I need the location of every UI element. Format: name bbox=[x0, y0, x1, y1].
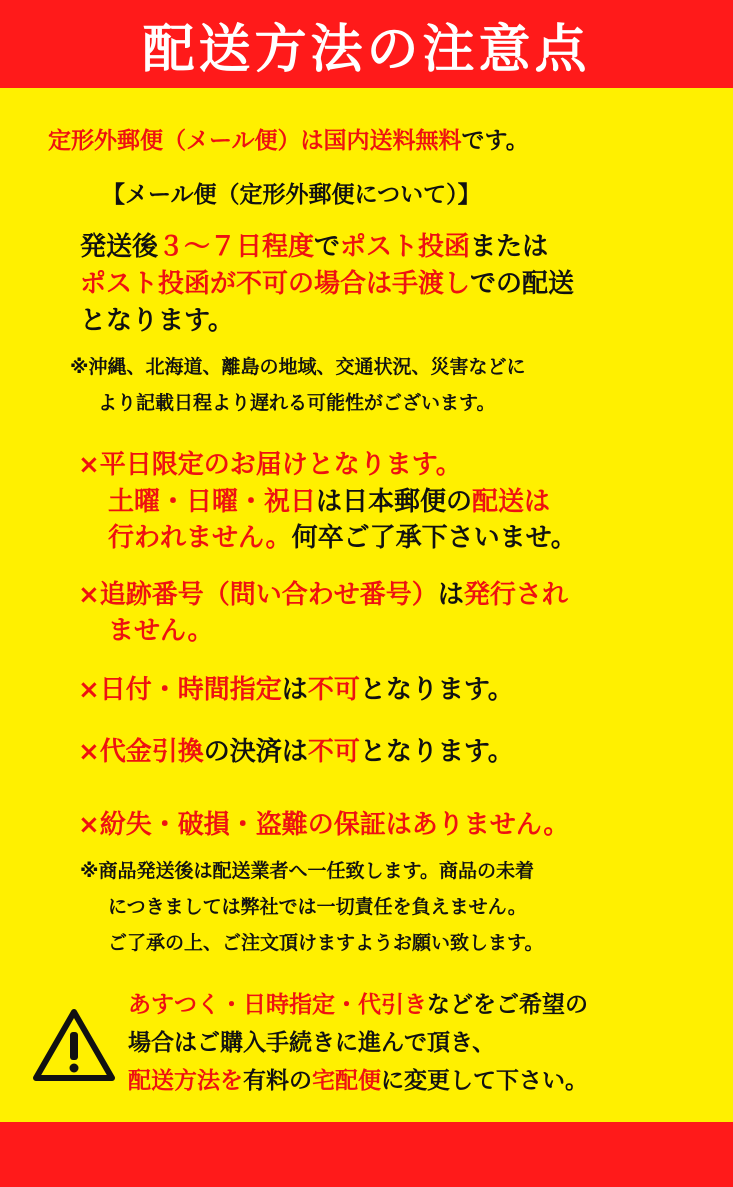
cod-text: の決済 bbox=[203, 737, 282, 767]
tracking-red: ×追跡番号 bbox=[78, 580, 204, 610]
cod-line bbox=[78, 731, 514, 768]
cod-red: 不可 bbox=[307, 737, 360, 767]
delivery-line-2 bbox=[80, 263, 574, 300]
warning-text: に変更して下さい。 bbox=[381, 1068, 588, 1094]
delivery-text: での配送 bbox=[470, 269, 575, 299]
note2-line-3: ご了承の上、ご注文頂けますようお願い致します。 bbox=[108, 932, 544, 954]
warning-text: などをご希望の bbox=[427, 992, 588, 1018]
weekday-red: 行われません。 bbox=[108, 523, 292, 553]
intro-text bbox=[48, 122, 529, 155]
tracking-red: 発行され bbox=[463, 580, 568, 610]
loss-line: ×紛失・破損・盗難の保証はありません。 bbox=[78, 810, 570, 840]
datetime-red: ×日付・時間指定 bbox=[78, 675, 282, 705]
warning-line-1 bbox=[128, 986, 588, 1019]
weekday-text: は日本郵便の bbox=[316, 487, 473, 517]
note2-line-1: ※商品発送後は配送業者へ一任致します。商品の未着 bbox=[80, 860, 534, 882]
warning-red: 宅配便 bbox=[312, 1068, 381, 1094]
datetime-red: 不可 bbox=[307, 675, 360, 705]
note1-line-2: より記載日程より遅れる可能性がございます。 bbox=[98, 392, 496, 414]
free-shipping-text: 定形外郵便（メール便）は国内送料無料 bbox=[48, 128, 462, 154]
footer-banner bbox=[0, 1122, 733, 1187]
delivery-handover: ポスト投函が不可の場合は手渡し bbox=[80, 269, 471, 299]
tracking-text: は bbox=[437, 580, 464, 610]
page-title: 配送方法の注意点 bbox=[142, 19, 591, 80]
mail-heading: 【メール便（定形外郵便について）】 bbox=[102, 182, 481, 208]
warning-line-3 bbox=[128, 1062, 588, 1095]
warning-red: 配送方法を bbox=[128, 1068, 243, 1094]
weekday-line-2 bbox=[108, 481, 550, 518]
delivery-post: ポスト投函 bbox=[340, 232, 471, 262]
intro-suffix: です。 bbox=[461, 128, 529, 154]
delivery-text: または bbox=[470, 232, 549, 262]
tracking-line-1 bbox=[78, 574, 568, 611]
datetime-line bbox=[78, 669, 514, 706]
datetime-text: は bbox=[281, 675, 308, 705]
cod-text: となります。 bbox=[359, 737, 514, 767]
delivery-line-3: となります。 bbox=[80, 306, 234, 336]
warning-text: 有料の bbox=[243, 1068, 312, 1094]
delivery-line-1 bbox=[80, 226, 548, 263]
weekend-text: 土曜・日曜・祝日 bbox=[108, 487, 317, 517]
weekday-text: 何卒ご了承下さいませ。 bbox=[291, 523, 577, 553]
note1-line-1: ※沖縄、北海道、離島の地域、交通状況、災害などに bbox=[70, 356, 526, 378]
delivery-text: で bbox=[314, 232, 341, 262]
header-banner bbox=[0, 0, 733, 88]
delivery-text: 発送後 bbox=[80, 232, 159, 262]
weekday-red: 配送は bbox=[472, 487, 551, 517]
tracking-red: （問い合わせ番号） bbox=[203, 580, 438, 610]
warning-triangle-icon bbox=[33, 1008, 115, 1082]
note2-line-2: につきましては弊社では一切責任を負えません。 bbox=[108, 896, 527, 918]
cod-text: は bbox=[281, 737, 308, 767]
weekday-line-1: ×平日限定のお届けとなります。 bbox=[78, 450, 462, 480]
datetime-text: となります。 bbox=[359, 675, 514, 705]
warning-line-2: 場合はご購入手続きに進んで頂き、 bbox=[128, 1030, 496, 1056]
warning-red: あすつく・日時指定・代引き bbox=[128, 992, 427, 1018]
delivery-days: ３～７日程度 bbox=[158, 232, 315, 262]
tracking-line-2: ません。 bbox=[108, 616, 214, 646]
weekday-line-3 bbox=[108, 517, 577, 554]
cod-red: ×代金引換 bbox=[78, 737, 204, 767]
